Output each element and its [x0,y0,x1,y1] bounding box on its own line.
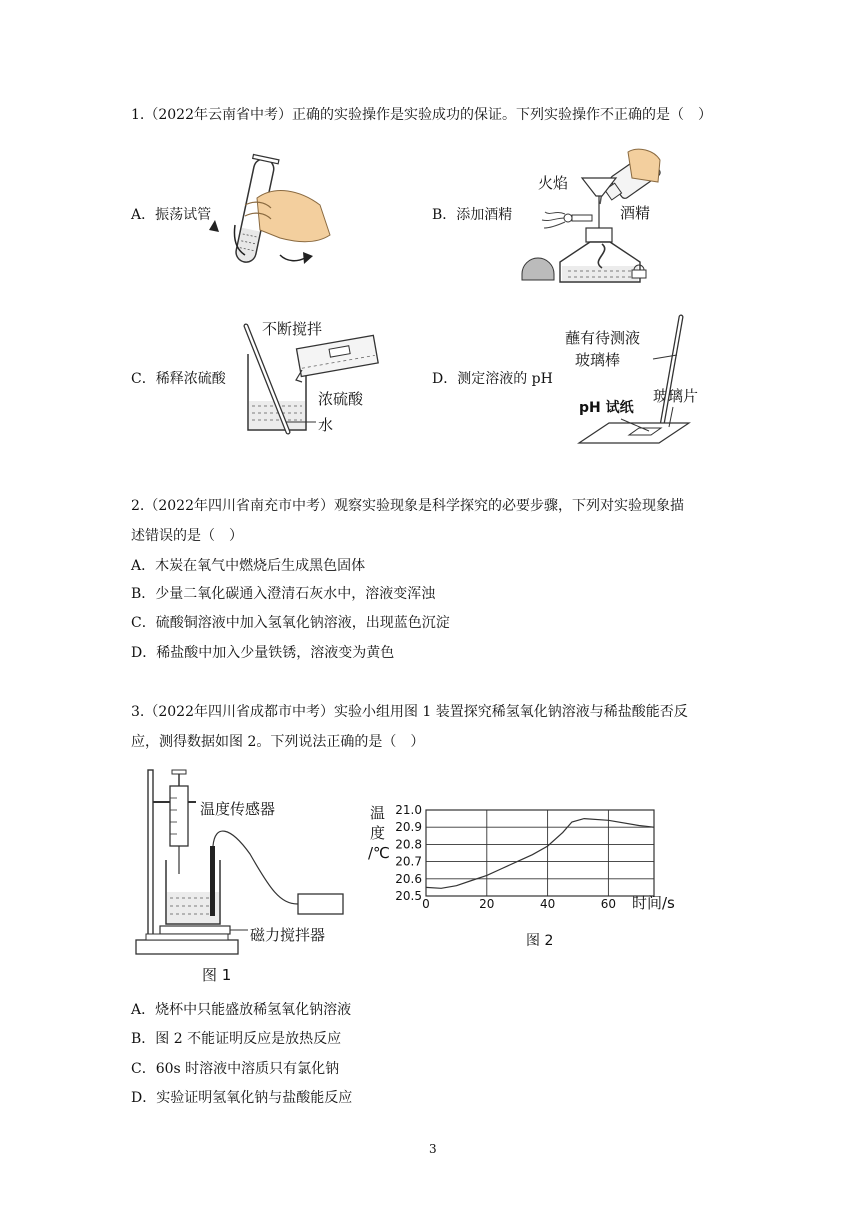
sensor-label: 温度传感器 [200,800,276,818]
plot-frame [426,810,654,896]
q3-option-c: C．60s 时溶液中溶质只有氯化钠 [131,1061,340,1077]
stir-label: 不断搅拌 [262,320,323,338]
acid-label: 浓硫酸 [318,390,364,408]
y-tick-label: 20.9 [395,820,422,835]
page-number: 3 [429,1142,437,1156]
measuring-ph-figure [565,315,705,450]
y-axis-label-char2: 度 [370,824,386,842]
q2-stem-line1: 2.（2022年四川省南充市中考）观察实验现象是科学探究的必要步骤，下列对实验现象描 [131,498,684,514]
x-axis-label: 时间/s [632,894,675,912]
y-axis-label-char1: 温 [370,804,386,822]
q1-option-a: A．振荡试管 [131,207,212,223]
apparatus-figure [130,764,355,989]
q2-option-a: A．木炭在氧气中燃烧后生成黑色固体 [131,558,366,574]
shaking-test-tube-figure [205,150,345,280]
y-tick-label: 21.0 [395,803,422,817]
x-tick-label: 60 [600,897,617,911]
q1-stem: 1.（2022年云南省中考）正确的实验操作是实验成功的保证。下列实验操作不正确的是（ ） [131,107,712,123]
x-tick-label: 0 [422,897,430,911]
q3-stem-line1: 3.（2022年四川省成都市中考）实验小组用图 1 装置探究稀氢氧化钠溶液与稀盐酸能否反 [131,704,688,720]
water-label: 水 [318,416,334,434]
q2-option-b: B．少量二氧化碳通入澄清石灰水中，溶液变浑浊 [131,586,436,602]
x-tick-label: 20 [479,897,495,911]
flame-label: 火焰 [538,174,569,192]
q1-option-c: C．稀释浓硫酸 [131,371,226,387]
y-tick-label: 20.6 [395,871,422,886]
q3-stem-line2: 应，测得数据如图 2。下列说法正确的是（ ） [131,734,425,750]
q3-option-b: B．图 2 不能证明反应是放热反应 [131,1031,342,1047]
y-tick-label: 20.5 [395,889,422,903]
q2-option-c: C．硫酸铜溶液中加入氢氧化钠溶液，出现蓝色沉淀 [131,615,450,631]
figure-2-caption: 图 2 [526,933,554,949]
alcohol-label: 酒精 [620,204,651,222]
stirrer-label: 磁力搅拌器 [250,926,326,944]
dipped-label-1: 蘸有待测液 [565,329,641,347]
temperature-time-chart [362,800,692,920]
q3-option-a: A．烧杯中只能盛放稀氢氧化钠溶液 [131,1002,352,1018]
q1-option-d: D．测定溶液的 pH [432,371,553,387]
temperature-series-line [426,819,654,889]
y-axis-label-char3: /℃ [368,844,390,862]
glass-slide-label: 玻璃片 [653,387,699,405]
figure-1-caption: 图 1 [202,966,232,984]
q1-option-b: B．添加酒精 [432,207,513,223]
q2-option-d: D．稀盐酸中加入少量铁锈，溶液变为黄色 [131,645,395,661]
adding-alcohol-figure [520,152,670,287]
q3-option-d: D．实验证明氢氧化钠与盐酸能反应 [131,1090,353,1106]
dipped-label-2: 玻璃棒 [575,351,621,369]
ph-paper-label: pH 试纸 [579,400,634,416]
q2-stem-line2: 述错误的是（ ） [131,528,243,544]
y-tick-label: 20.8 [395,837,422,852]
x-tick-label: 40 [539,897,556,911]
y-tick-label: 20.7 [395,854,422,869]
diluting-acid-figure [238,318,408,443]
